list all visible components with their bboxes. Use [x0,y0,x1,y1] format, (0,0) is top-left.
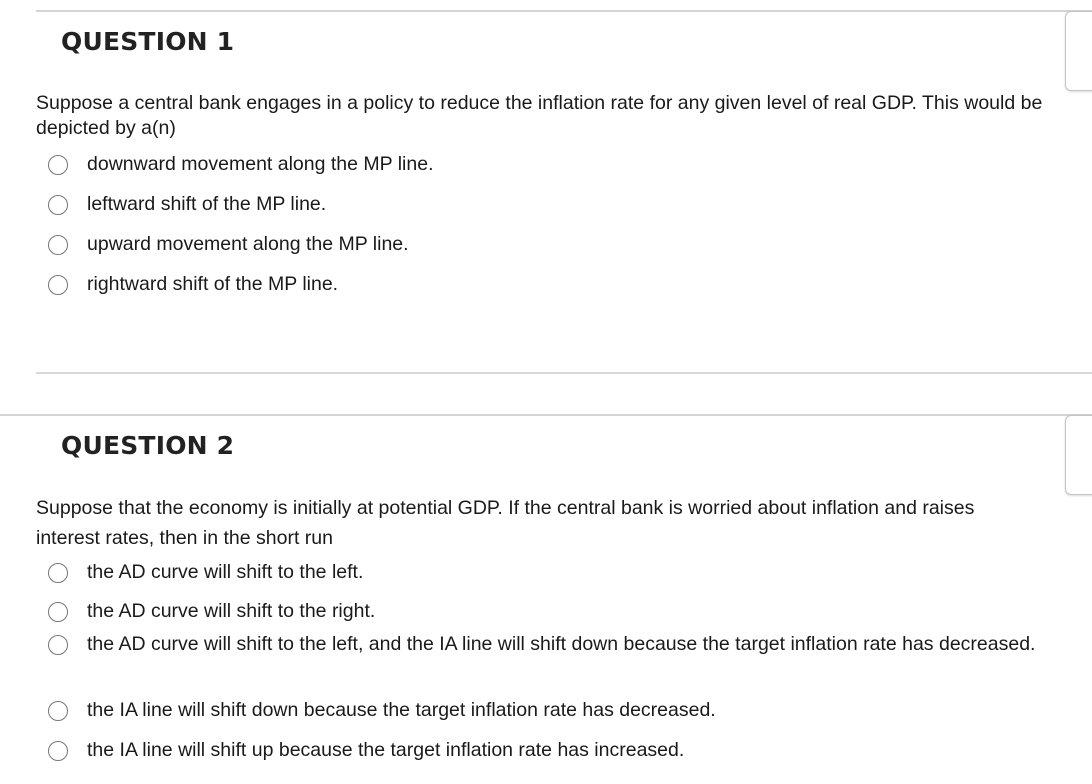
option-label: the AD curve will shift to the left, and the IA line will shift down because the target inflation rate has decreased. [87,633,1036,655]
question-1-option-1[interactable] [48,152,1072,177]
question-2-option-4[interactable] [48,698,1072,723]
radio-button[interactable] [48,563,68,583]
option-label: the IA line will shift up because the target inflation rate has increased. [87,739,685,761]
question-1-option-3[interactable] [48,232,1072,257]
question-2-top-border [0,414,1092,416]
option-label: upward movement along the MP line. [87,233,409,255]
question-2-option-2[interactable] [48,599,1072,624]
question-1-top-border [36,10,1092,12]
question-2-option-3[interactable] [48,632,1052,657]
question-2-points-box [1065,415,1092,495]
option-label: the IA line will shift down because the target inflation rate has decreased. [87,699,716,721]
question-2-option-5[interactable] [48,738,1072,763]
question-1-stem: Suppose a central bank engages in a policy to reduce the inflation rate for any given level of real GDP. This would be depicted by a(n) [36,92,1043,139]
radio-button[interactable] [48,701,68,721]
radio-button[interactable] [48,275,68,295]
option-label: rightward shift of the MP line. [87,273,339,295]
question-1-points-box [1065,11,1092,91]
option-label: downward movement along the MP line. [87,153,434,175]
question-2-title: QUESTION 2 [61,431,235,460]
radio-button[interactable] [48,741,68,761]
radio-button[interactable] [48,635,68,655]
radio-button[interactable] [48,195,68,215]
question-2-stem: Suppose that the economy is initially at potential GDP. If the central bank is worried about inflation and raises interest rates, then in the short run [36,497,975,549]
question-2-option-1[interactable] [48,560,1072,585]
question-1-option-2[interactable] [48,192,1072,217]
radio-button[interactable] [48,155,68,175]
question-separator [36,372,1092,374]
radio-button[interactable] [48,235,68,255]
option-label: the AD curve will shift to the left. [87,561,364,583]
option-label: the AD curve will shift to the right. [87,600,376,622]
question-1-title: QUESTION 1 [61,27,235,56]
option-label: leftward shift of the MP line. [87,193,327,215]
radio-button[interactable] [48,602,68,622]
question-1-option-4[interactable] [48,272,1072,297]
